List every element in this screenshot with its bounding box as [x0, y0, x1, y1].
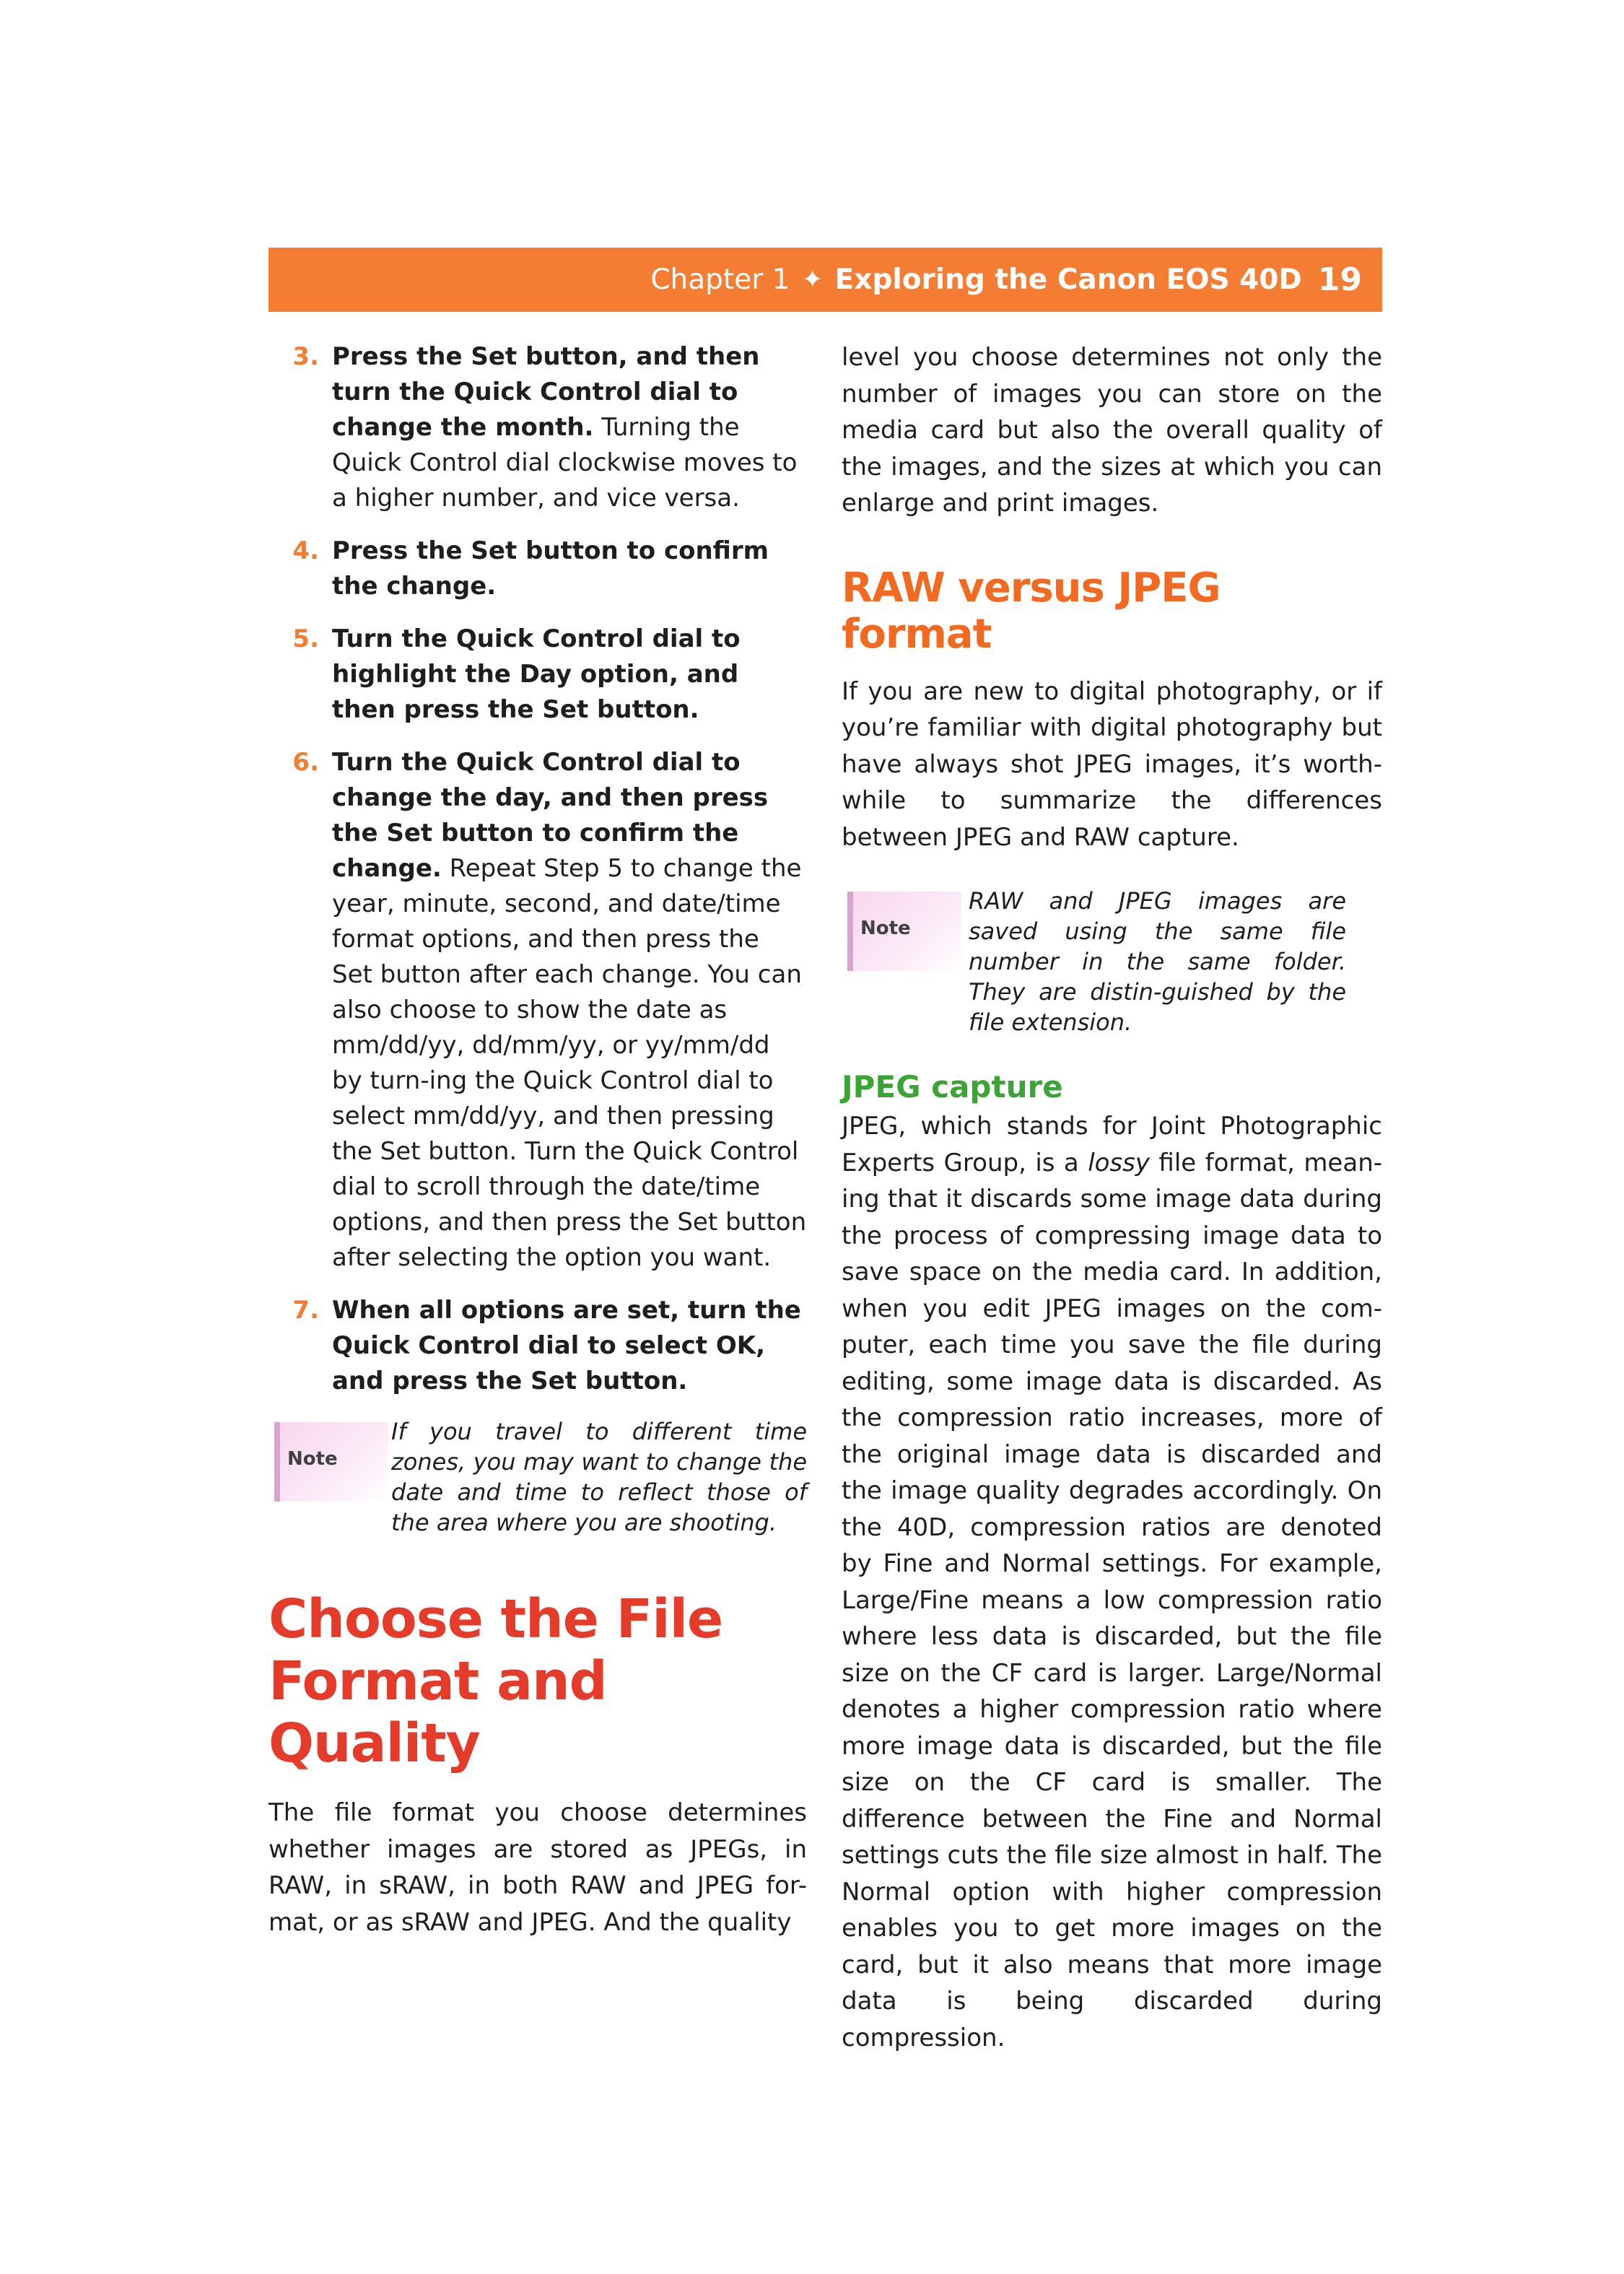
chapter-header-bar	[269, 248, 1382, 312]
step-3	[269, 339, 807, 516]
page-number: 19	[1317, 261, 1362, 298]
jpeg-capture-text	[842, 1108, 1382, 2056]
step-4	[269, 533, 807, 604]
note-time-zones	[269, 1416, 807, 1538]
step-instruction: Turn the Quick Control dial to highlight the Day option, and then press the Set button.	[332, 624, 741, 724]
chapter-title: Exploring the Canon EOS 40D	[834, 263, 1302, 296]
note-icon	[269, 1416, 391, 1507]
note-label: Note	[860, 918, 911, 939]
file-format-intro: The file format you choose determines whether images are stored as JPEGs, in RAW, in sRAW, in both RAW and JPEG for-mat, or as sRAW and JPEG. And the quality	[269, 1798, 807, 1937]
step-6	[269, 745, 807, 1276]
step-number: 6.	[292, 748, 319, 777]
step-instruction: Turn the Quick Control dial to change the day, and then press the Set button to confirm the change.	[332, 748, 769, 883]
step-detail: Repeat Step 5 to change the year, minute, second, and date/time format options, and then press the Set button after each change. You can also choose to show the date as mm/dd/yy, dd/mm/yy, or yy/mm/dd by turn-ing the Quick Control dial to select mm/dd/yy, and then pressing the Set button. Turn the Quick Control dial to scroll through the date/time options, and then press the Set button after selecting the option you want.	[332, 854, 807, 1272]
note-text: RAW and JPEG images are saved using the same file number in the same folder. They are distin-guished by the file extension.	[969, 887, 1346, 1036]
jpeg-text-part-1: JPEG, which stands for Joint Photographic Experts Group, is a	[842, 1112, 1382, 1177]
section-heading-raw-vs-jpeg: RAW versus JPEG format	[842, 564, 1221, 658]
section-heading-file-format: Choose the File Format and Quality	[269, 1588, 723, 1774]
section-heading-jpeg-capture: JPEG capture	[842, 1069, 1063, 1105]
note-text: If you travel to different time zones, you may want to change the date and time to reflect those of the area where you are shooting.	[391, 1418, 807, 1536]
jpeg-text-emphasis: lossy	[1088, 1148, 1150, 1177]
step-number: 4.	[292, 536, 319, 565]
step-7	[269, 1293, 807, 1399]
step-detail: Turning the Quick Control dial clockwise moves to a higher number, and vice versa.	[332, 413, 798, 513]
step-body	[332, 1293, 807, 1399]
note-icon	[842, 886, 969, 977]
step-body	[332, 745, 807, 1276]
step-instruction: Press the Set button, and then turn the Quick Control dial to change the month.	[332, 342, 760, 442]
chapter-label: Chapter 1	[650, 263, 790, 296]
step-number: 3.	[292, 342, 319, 371]
step-number: 5.	[292, 624, 319, 653]
step-5	[269, 622, 807, 728]
left-column	[269, 339, 807, 1940]
step-instruction: Press the Set button to confirm the change.	[332, 536, 769, 601]
note-label: Note	[287, 1448, 338, 1470]
right-column	[842, 339, 1382, 2056]
step-number: 7.	[292, 1296, 319, 1325]
file-format-continued: level you choose determines not only the number of images you can store on the media card but also the overall quality of the images, and the sizes at which you can enlarge and print images.	[842, 343, 1382, 518]
step-body	[332, 533, 807, 604]
step-body	[332, 339, 807, 516]
raw-vs-jpeg-text: If you are new to digital photography, or if you’re familiar with digital photography but have always shot JPEG images, it’s worth-while to summarize the differences between JPEG and RAW capture.	[842, 676, 1382, 852]
star-separator-icon: ✦	[801, 265, 824, 295]
step-instruction: When all options are set, turn the Quick Control dial to select OK, and press the Set button.	[332, 1296, 801, 1395]
note-file-number	[842, 886, 1382, 1037]
step-body	[332, 622, 807, 728]
jpeg-text-part-2: file format, mean-ing that it discards some image data during the process of compressing image data to save space on the media card. In addition, when you edit JPEG images on the com-puter, each time you save the file during editing, some image data is discarded. As the compression ratio increases, more of the original image data is discarded and the image quality degrades accordingly. On the 40D, compression ratios are denoted by Fine and Normal settings. For example, Large/Fine means a low compression ratio where less data is discarded, but the file size on the CF card is larger. Large/Normal denotes a higher compression ratio where more image data is discarded, but the file size on the CF card is smaller. The difference between the Fine and Normal settings cuts the file size almost in half. The Normal option with higher compression enables you to get more images on the card, but it also means that more image data is being discarded during compression.	[842, 1148, 1383, 2052]
